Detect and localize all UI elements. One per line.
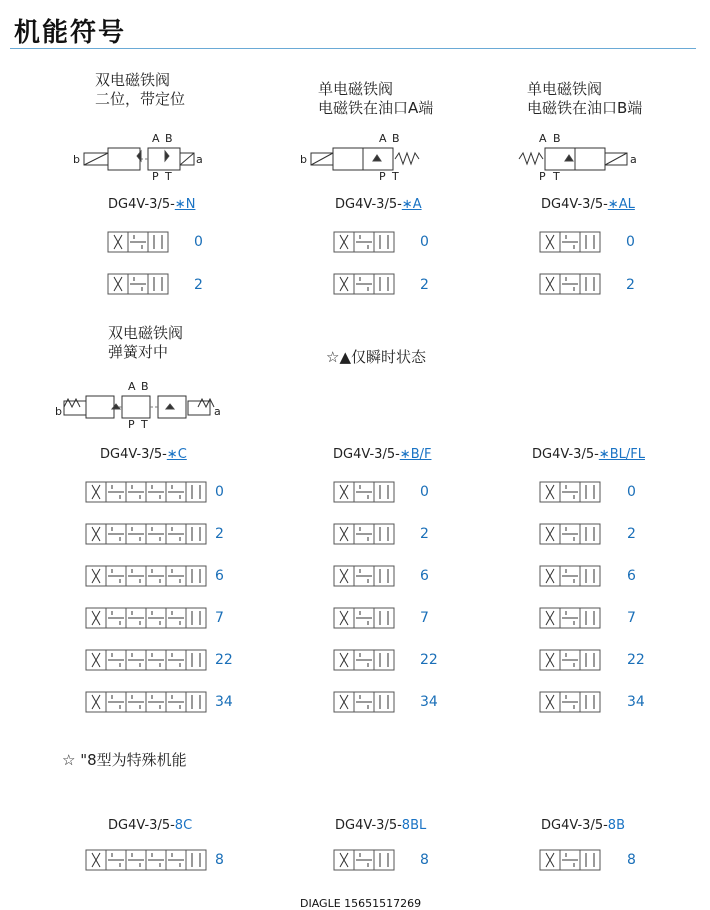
spool-number: 0 — [420, 484, 429, 500]
spool-number: 22 — [420, 652, 438, 668]
port-label-a: a — [630, 153, 637, 166]
spool-number: 8 — [215, 852, 224, 868]
spool-symbol — [333, 849, 395, 875]
spool-symbol — [539, 565, 601, 591]
port-label-P: P — [128, 418, 135, 431]
spool-symbol — [107, 273, 169, 299]
model-code-blfl: DG4V-3/5-∗BL/FL — [532, 447, 645, 462]
spool-number: 0 — [215, 484, 224, 500]
model-code-bf: DG4V-3/5-∗B/F — [333, 447, 432, 462]
spool-symbol — [333, 691, 395, 717]
spool-number: 2 — [215, 526, 224, 542]
model-code-al: DG4V-3/5-∗AL — [541, 197, 635, 212]
port-label-B: B — [165, 132, 173, 145]
spool-number: 0 — [194, 234, 203, 250]
model-code-8c: DG4V-3/5-8C — [108, 818, 193, 833]
spool-symbol — [85, 649, 207, 675]
header-single-solenoid-a: 单电磁铁阀 电磁铁在油口A端 — [318, 80, 434, 117]
spool-symbol — [539, 523, 601, 549]
spool-number: 2 — [626, 277, 635, 293]
port-label-P: P — [539, 170, 546, 183]
port-label-A: A — [539, 132, 547, 145]
spool-symbol — [333, 565, 395, 591]
spool-symbol — [539, 481, 601, 507]
spool-symbol — [539, 231, 601, 257]
page-title: 机能符号 — [14, 18, 127, 48]
spool-symbol — [85, 565, 207, 591]
spool-number: 0 — [627, 484, 636, 500]
port-label-A: A — [379, 132, 387, 145]
port-label-T: T — [165, 170, 172, 183]
spool-symbol — [333, 481, 395, 507]
spool-number: 7 — [627, 610, 636, 626]
spool-symbol — [85, 691, 207, 717]
spool-symbol — [539, 607, 601, 633]
spool-symbol — [333, 231, 395, 257]
spool-number: 8 — [420, 852, 429, 868]
port-label-A: A — [152, 132, 160, 145]
spool-number: 2 — [627, 526, 636, 542]
spool-number: 0 — [420, 234, 429, 250]
model-code-n: DG4V-3/5-∗N — [108, 197, 196, 212]
spool-number: 7 — [215, 610, 224, 626]
header-double-spring-centered: 双电磁铁阀 弹簧对中 — [108, 324, 184, 361]
port-label-T: T — [141, 418, 148, 431]
valve-symbol-double-detent — [70, 130, 210, 183]
header-double-two-position: 双电磁铁阀 二位，带定位 — [95, 71, 186, 108]
spool-symbol — [85, 481, 207, 507]
port-label-P: P — [379, 170, 386, 183]
port-label-b: b — [73, 153, 80, 166]
note-special-type-8: ☆ "8型为特殊机能 — [62, 751, 187, 769]
spool-number: 34 — [215, 694, 233, 710]
note-momentary: ☆▲仅瞬时状态 — [326, 348, 426, 366]
port-label-B: B — [553, 132, 561, 145]
model-code-8b: DG4V-3/5-8B — [541, 818, 625, 833]
spool-number: 8 — [627, 852, 636, 868]
port-label-b: b — [55, 405, 62, 418]
spool-number: 6 — [215, 568, 224, 584]
spool-symbol — [85, 849, 207, 875]
port-label-B: B — [392, 132, 400, 145]
port-label-A: A — [128, 380, 136, 393]
spool-symbol — [107, 231, 169, 257]
valve-symbol-double-spring-centered — [52, 378, 232, 431]
spool-symbol — [539, 691, 601, 717]
spool-symbol — [85, 523, 207, 549]
title-divider — [10, 48, 696, 49]
spool-number: 0 — [626, 234, 635, 250]
spool-symbol — [333, 649, 395, 675]
spool-symbol — [333, 523, 395, 549]
spool-number: 22 — [627, 652, 645, 668]
spool-symbol — [333, 273, 395, 299]
port-label-T: T — [553, 170, 560, 183]
valve-symbol-single-a — [297, 130, 437, 183]
spool-number: 34 — [627, 694, 645, 710]
port-label-P: P — [152, 170, 159, 183]
spool-number: 7 — [420, 610, 429, 626]
footer-contact: DIAGLE 15651517269 — [300, 897, 422, 910]
port-label-a: a — [196, 153, 203, 166]
spool-number: 6 — [420, 568, 429, 584]
port-label-B: B — [141, 380, 149, 393]
model-code-8bl: DG4V-3/5-8BL — [335, 818, 427, 833]
spool-number: 34 — [420, 694, 438, 710]
valve-symbol-single-b — [517, 130, 657, 183]
spool-number: 2 — [420, 277, 429, 293]
port-label-a: a — [214, 405, 221, 418]
spool-symbol — [333, 607, 395, 633]
spool-number: 6 — [627, 568, 636, 584]
model-code-c: DG4V-3/5-∗C — [100, 447, 187, 462]
port-label-b: b — [300, 153, 307, 166]
model-code-a: DG4V-3/5-∗A — [335, 197, 422, 212]
spool-symbol — [539, 649, 601, 675]
header-single-solenoid-b: 单电磁铁阀 电磁铁在油口B端 — [527, 80, 643, 117]
spool-symbol — [539, 273, 601, 299]
port-label-T: T — [392, 170, 399, 183]
spool-number: 2 — [194, 277, 203, 293]
spool-number: 22 — [215, 652, 233, 668]
spool-symbol — [85, 607, 207, 633]
spool-symbol — [539, 849, 601, 875]
spool-number: 2 — [420, 526, 429, 542]
